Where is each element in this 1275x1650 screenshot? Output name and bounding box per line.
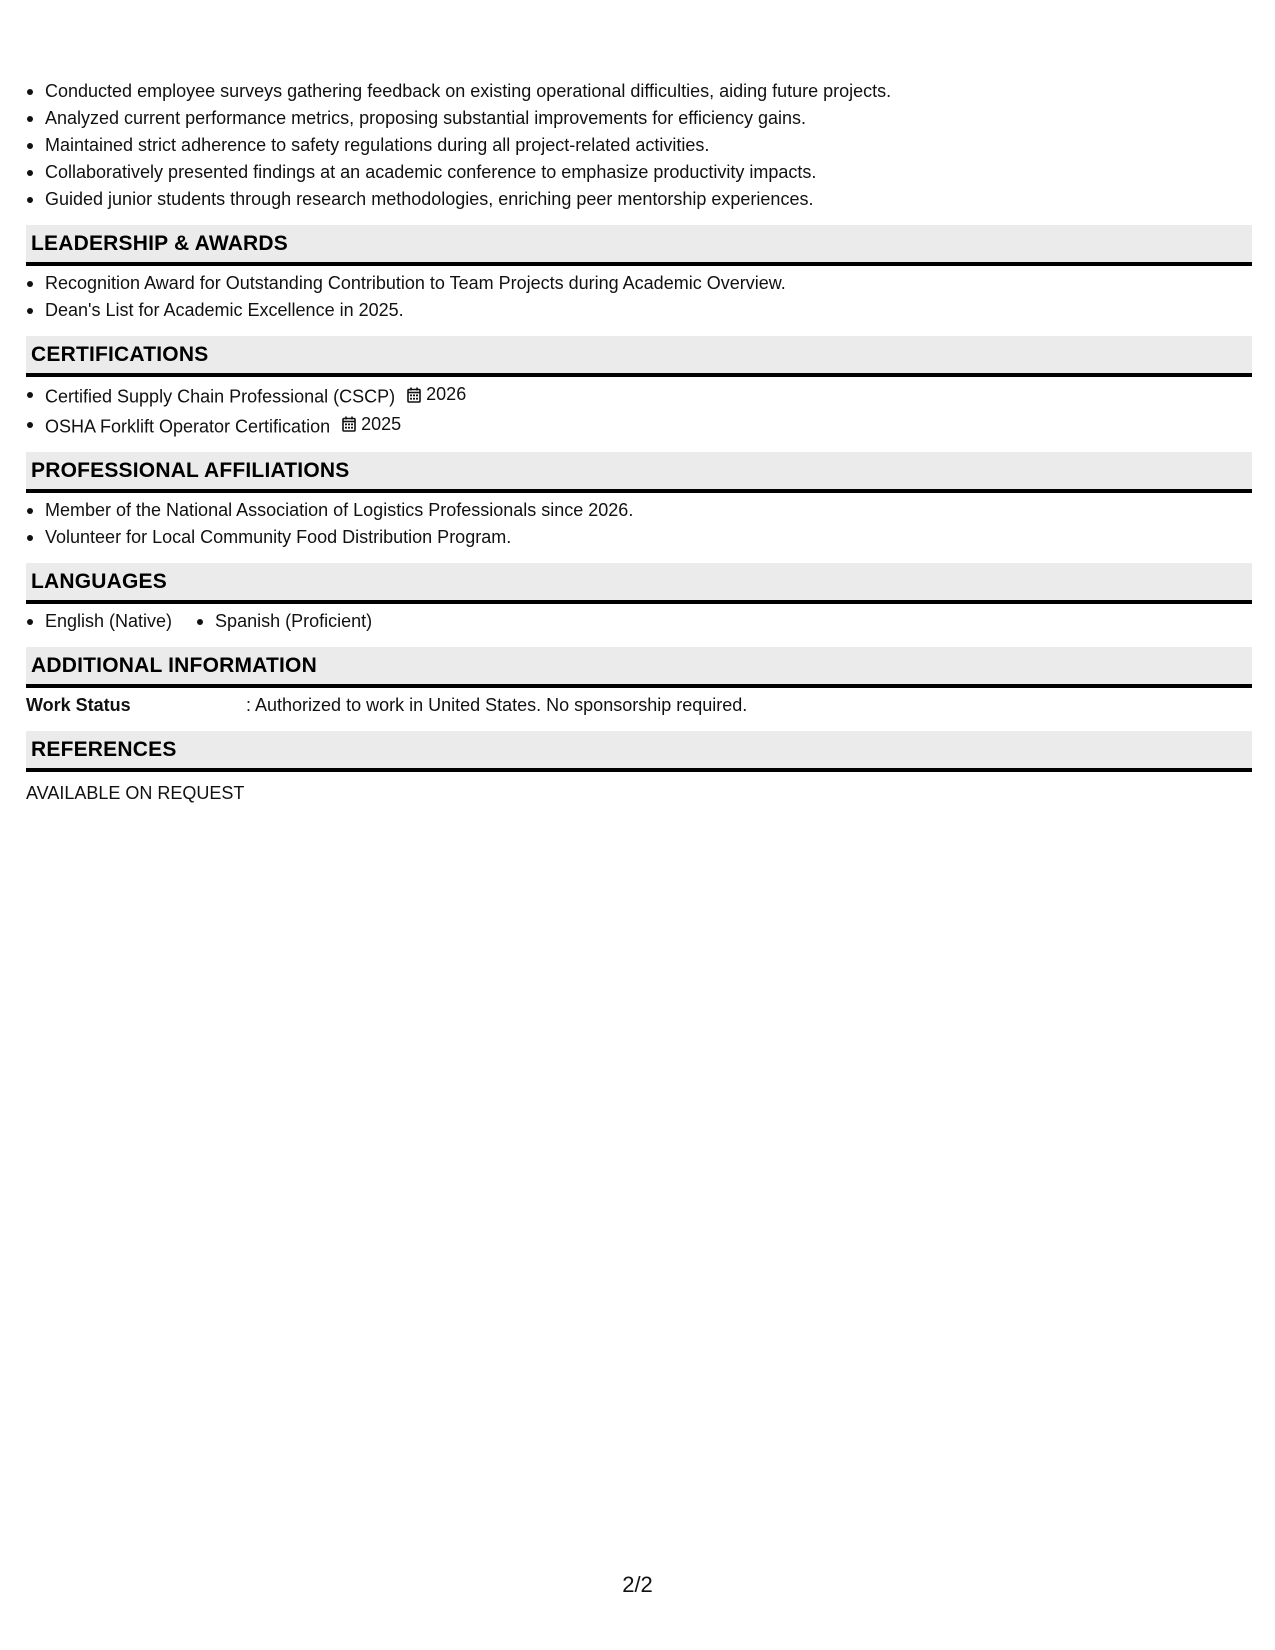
additional-info-section: [26, 647, 1252, 719]
section-title: PROFESSIONAL AFFILIATIONS: [31, 458, 350, 482]
certifications-list: [26, 381, 1252, 440]
section-title: CERTIFICATIONS: [31, 342, 209, 366]
list-item: Spanish (Proficient): [196, 608, 372, 635]
list-item: Collaboratively presented findings at an academic conference to emphasize productivity impacts.: [26, 159, 1252, 186]
section-title: ADDITIONAL INFORMATION: [31, 653, 317, 677]
certification-year: 2026: [426, 384, 467, 404]
list-item: Guided junior students through research methodologies, enriching peer mentorship experiences.: [26, 186, 1252, 213]
page-number: 2/2: [622, 1572, 653, 1597]
certification-date: [407, 381, 466, 408]
list-item: English (Native): [26, 608, 172, 635]
certification-date: [342, 411, 401, 438]
leadership-section: [26, 225, 1252, 324]
section-title: LEADERSHIP & AWARDS: [31, 231, 288, 255]
languages-section: [26, 563, 1252, 635]
certification-name: OSHA Forklift Operator Certification: [45, 416, 331, 436]
leadership-list: [26, 270, 1252, 324]
certifications-section: [26, 336, 1252, 440]
list-item: Member of the National Association of Logistics Professionals since 2026.: [26, 497, 1252, 524]
resume-content: [26, 78, 1252, 807]
list-item: [26, 411, 1252, 441]
references-text: AVAILABLE ON REQUEST: [26, 783, 245, 803]
section-header: [26, 647, 1252, 688]
section-header: [26, 731, 1252, 772]
certification-name: Certified Supply Chain Professional (CSCP): [45, 386, 396, 407]
work-status-label: Work Status: [26, 695, 131, 715]
references-section: [26, 731, 1252, 807]
list-item: Recognition Award for Outstanding Contribution to Team Projects during Academic Overview.: [26, 270, 1252, 297]
list-item: Maintained strict adherence to safety regulations during all project-related activities.: [26, 132, 1252, 159]
affiliations-list: [26, 497, 1252, 551]
list-item: [26, 381, 1252, 411]
list-item: Volunteer for Local Community Food Distribution Program.: [26, 524, 1252, 551]
section-header: [26, 452, 1252, 493]
work-status-value: : Authorized to work in United States. No sponsorship required.: [246, 695, 748, 715]
work-status-row: [26, 692, 1252, 719]
section-title: LANGUAGES: [31, 569, 167, 593]
affiliations-section: [26, 452, 1252, 551]
certification-year: 2025: [361, 413, 402, 434]
experience-bullets: [26, 78, 1252, 213]
section-header: [26, 336, 1252, 377]
section-title: REFERENCES: [31, 737, 177, 761]
list-item: Conducted employee surveys gathering feedback on existing operational difficulties, aiding future projects.: [26, 78, 1252, 105]
list-item: Dean's List for Academic Excellence in 2025.: [26, 297, 1252, 324]
calendar-icon: [407, 387, 421, 403]
list-item: Analyzed current performance metrics, proposing substantial improvements for efficiency gains.: [26, 105, 1252, 132]
section-header: [26, 563, 1252, 604]
section-header: [26, 225, 1252, 266]
calendar-icon: [342, 416, 356, 432]
languages-list: [26, 608, 1252, 635]
